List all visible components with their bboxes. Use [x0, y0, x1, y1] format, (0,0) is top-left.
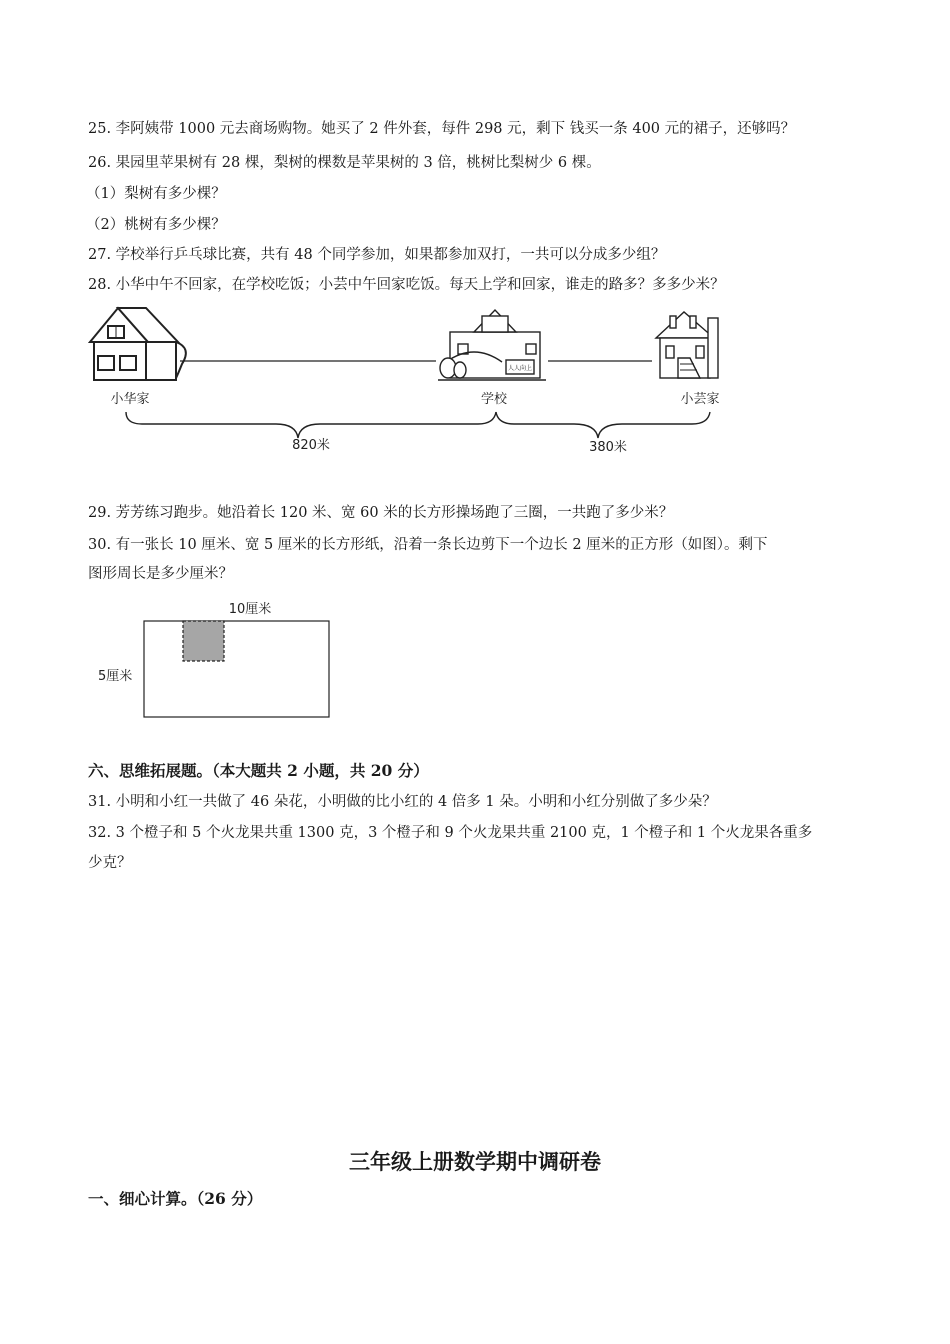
- question-31: 31. 小明和小红一共做了 46 朵花，小明做的比小红的 4 倍多 1 朵。小明和小红分别做了多少朵？: [88, 794, 717, 810]
- question-26: 26. 果园里苹果树有 28 棵，梨树的棵数是苹果树的 3 倍，桃树比梨树少 6 棵。: [88, 155, 601, 171]
- label-xiaoyun-home: 小芸家: [680, 392, 720, 407]
- question-29: 29. 芳芳练习跑步。她沿着长 120 米、宽 60 米的长方形操场跑了三圈，一共跑了多少米？: [88, 505, 674, 521]
- label-length-10cm: 10厘米: [228, 602, 272, 617]
- question-32: 32. 3 个橙子和 5 个火龙果共重 1300 克，3 个橙子和 9 个火龙果共重 2100 克，1 个橙子和 1 个火龙果各重多: [88, 825, 813, 841]
- question-28: 28. 小华中午不回家，在学校吃饭；小芸中午回家吃饭。每天上学和回家，谁走的路多？多多少米？: [88, 277, 725, 293]
- label-width-5cm: 5厘米: [98, 669, 133, 684]
- question-30: 30. 有一张长 10 厘米、宽 5 厘米的长方形纸，沿着一条长边剪下一个边长 2 厘米的正方形（如图）。剩下: [88, 537, 768, 553]
- brace-380: [496, 412, 710, 438]
- section-1-heading: 一、细心计算。（26 分）: [88, 1189, 263, 1208]
- question-26-part-1: （1）梨树有多少棵？: [86, 186, 226, 202]
- xiaohua-house-icon: [90, 308, 186, 380]
- route-diagram: [86, 302, 736, 462]
- cut-square: [183, 621, 224, 661]
- paper-title: 三年级上册数学期中调研卷: [349, 1149, 601, 1174]
- question-26-part-2: （2）桃树有多少棵？: [86, 217, 226, 233]
- brace-820: [126, 412, 496, 438]
- paper-rectangle: [144, 621, 329, 717]
- label-school: 学校: [480, 392, 508, 407]
- label-distance-820: 820米: [292, 438, 330, 453]
- rectangle-diagram: [94, 594, 344, 724]
- question-25: 25. 李阿姨带 1000 元去商场购物。她买了 2 件外套，每件 298 元，剩下 钱买一条 400 元的裙子，还够吗？: [88, 121, 796, 137]
- section-6-heading: 六、思维拓展题。（本大题共 2 小题，共 20 分）: [88, 761, 429, 780]
- label-distance-380: 380米: [589, 440, 627, 455]
- question-32-continued: 少克？: [88, 855, 132, 871]
- question-27: 27. 学校举行乒乓球比赛，共有 48 个同学参加，如果都参加双打，一共可以分成多少组？: [88, 247, 666, 263]
- question-30-continued: 图形周长是多少厘米？: [88, 566, 233, 582]
- label-xiaohua-home: 小华家: [110, 392, 150, 407]
- xiaoyun-house-icon: [656, 312, 718, 378]
- school-sign: 人人向上: [507, 365, 533, 372]
- school-icon: [438, 310, 546, 380]
